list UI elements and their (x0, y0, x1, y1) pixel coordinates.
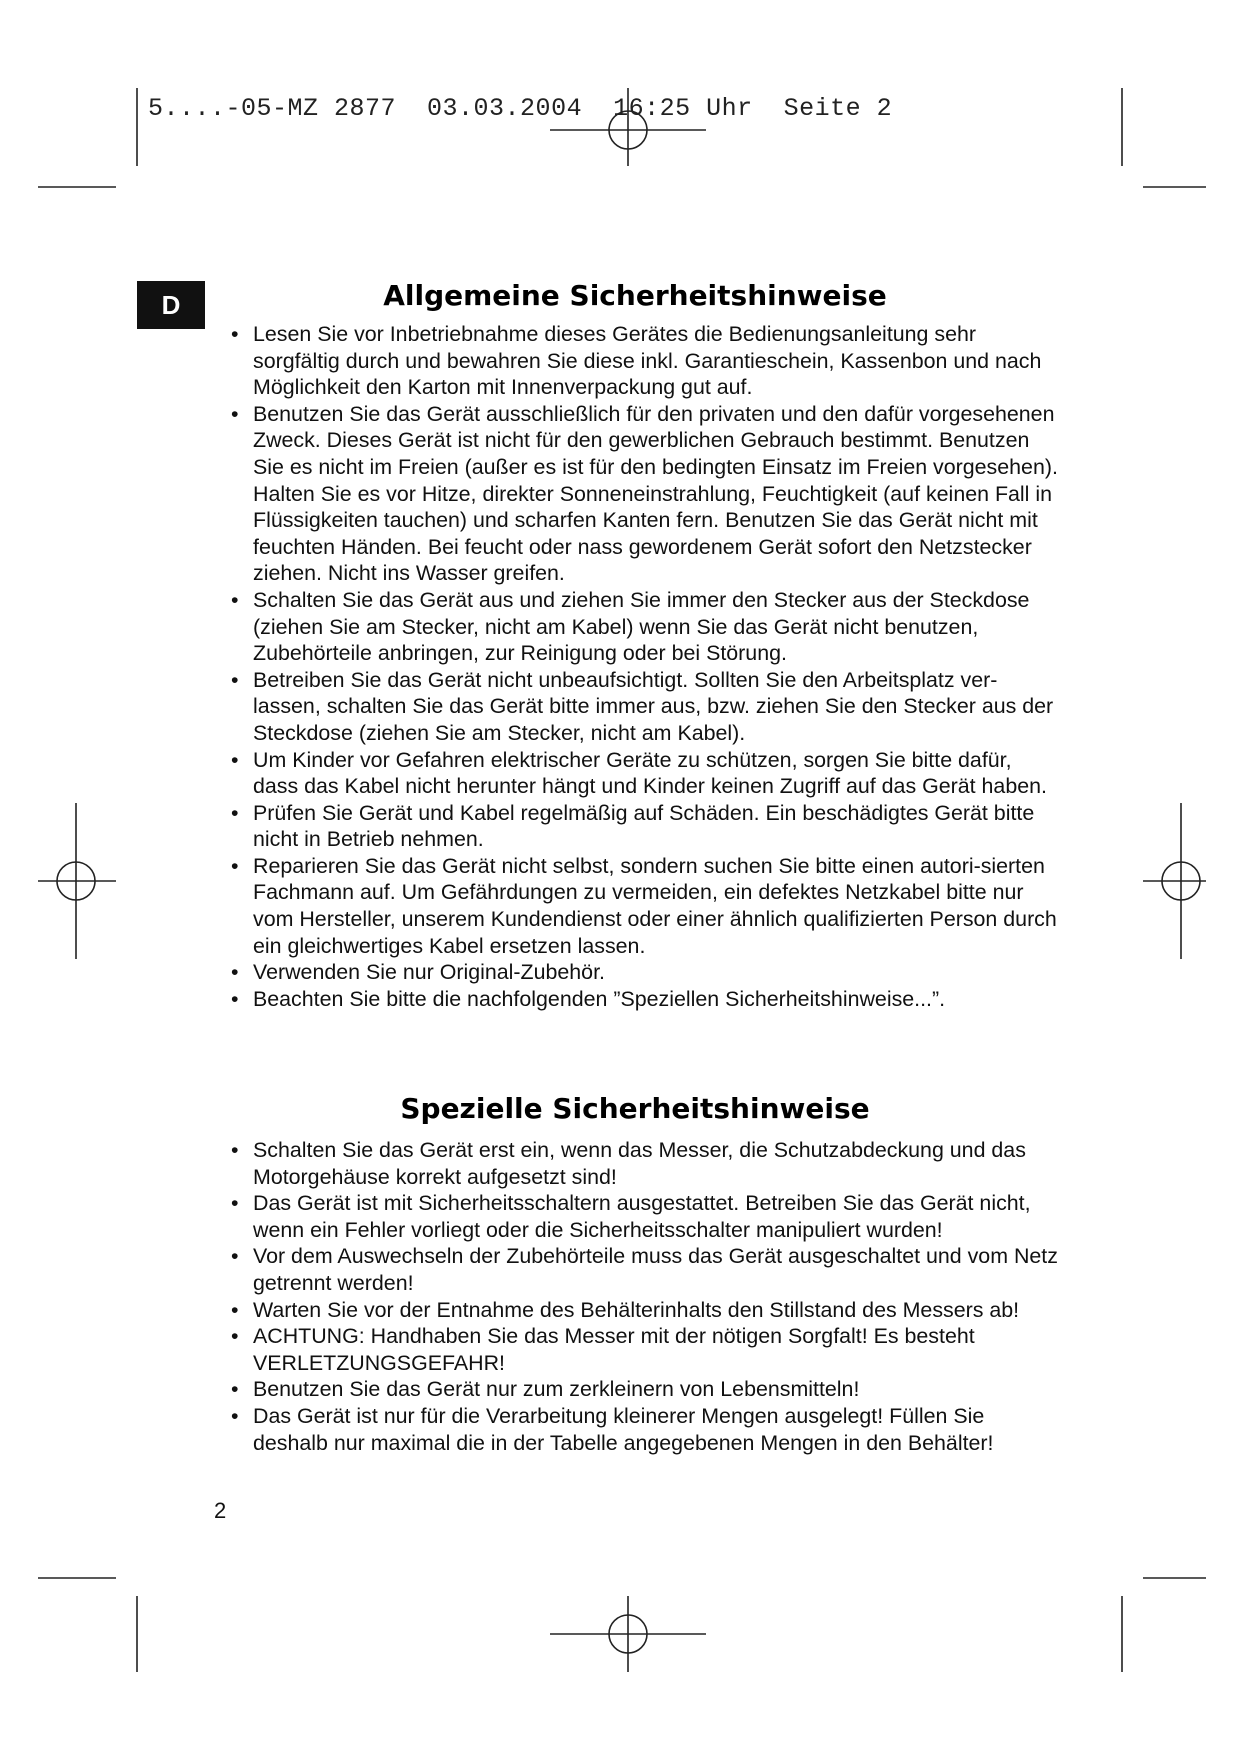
list-item: • Warten Sie vor der Entnahme des Behälterinhalts den Stillstand des Messers ab! (231, 1297, 1020, 1322)
list-item: • Lesen Sie vor Inbetriebnahme dieses Gerätes die Bedienungsanleitung sehr sorgfältig durch und bewahren Sie diese inkl. Garantieschein, Kassenbon und nach Möglichkeit den Karton mit Innenverpackung gut auf. (231, 322, 1042, 400)
list-item: • Schalten Sie das Gerät erst ein, wenn das Messer, die Schutzabdeckung und das Motorgehäuse korrekt aufgesetzt sind! (231, 1138, 1026, 1189)
registration-mark-top (550, 88, 706, 166)
list-item: • Betreiben Sie das Gerät nicht unbeaufsichtigt. Sollten Sie den Arbeitsplatz ver-lassen, schalten Sie das Gerät bitte immer aus, bzw. ziehen Sie den Stecker aus der Steckdose (ziehen Sie am Stecker, nicht am Kabel). (231, 667, 1054, 745)
bullet: • (231, 1244, 239, 1269)
bullet: • (231, 1403, 239, 1428)
general-safety-section (210, 279, 1060, 1012)
list-item: • Schalten Sie das Gerät aus und ziehen Sie immer den Stecker aus der Steckdose (ziehen Sie am Stecker, nicht am Kabel) wenn Sie das Gerät nicht benutzen, Zubehörteile anbringen, zur Reinigung oder bei Störung. (231, 587, 1030, 666)
bullet: • (231, 1191, 239, 1216)
list-item: • Um Kinder vor Gefahren elektrischer Geräte zu schützen, sorgen Sie bitte dafür, dass das Kabel nicht herunter hängt und Kinder keinen Zugriff auf das Gerät haben. (231, 747, 1047, 799)
registration-mark-bottom (550, 1596, 706, 1672)
language-tab: D (137, 281, 205, 329)
general-safety-list (210, 321, 1060, 1012)
list-item: • Reparieren Sie das Gerät nicht selbst, sondern suchen Sie bitte einen autori-sierten Fachmann auf. Um Gefährdungen zu vermeiden, ein defektes Netzkabel bitte nur vom Hersteller, unserem Kundendienst oder einer ähnlich qualifizierten Person durch ein gleichwertiges Kabel ersetzen lassen. (231, 853, 1057, 958)
bullet: • (231, 800, 239, 825)
bullet: • (231, 747, 239, 772)
special-safety-title: Spezielle Sicherheitshinweise (400, 1092, 870, 1125)
list-item: • Prüfen Sie Gerät und Kabel regelmäßig auf Schäden. Ein beschädigtes Gerät bitte nicht in Betrieb nehmen. (231, 800, 1035, 852)
bullet: • (231, 986, 239, 1011)
page-number: 2 (214, 1498, 227, 1523)
registration-mark-right (1143, 803, 1206, 959)
bullet: • (231, 1377, 239, 1402)
bullet: • (231, 667, 239, 692)
special-safety-list (210, 1137, 1060, 1456)
bullet: • (231, 960, 239, 985)
list-item: • Vor dem Auswechseln der Zubehörteile muss das Gerät ausgeschaltet und vom Netz getrennt werden! (231, 1244, 1058, 1295)
list-item: • Das Gerät ist nur für die Verarbeitung kleinerer Mengen ausgelegt! Füllen Sie deshalb nur maximal die in der Tabelle angegebenen Mengen in den Behälter! (231, 1403, 994, 1455)
bullet: • (231, 853, 239, 878)
list-item: • ACHTUNG: Handhaben Sie das Messer mit der nötigen Sorgfalt! Es besteht VERLETZUNGSGEFAHR! (231, 1324, 975, 1375)
bullet: • (231, 587, 239, 612)
bullet: • (231, 1324, 239, 1349)
list-item: • Benutzen Sie das Gerät ausschließlich für den privaten und den dafür vorgesehenen Zweck. Dieses Gerät ist nicht für den gewerblichen Gebrauch bestimmt. Benutzen Sie es nicht im Freien (außer es ist für den bedingten Einsatz im Freien vorgesehen). Halten Sie es vor Hitze, direkter Sonneneinstrahlung, Feuchtigkeit (auf keinen Fall in Flüssigkeiten tauchen) und scharfen Kanten fern. Benutzen Sie das Gerät nicht mit feuchten Händen. Bei feucht oder nass gewordenem Gerät sofort den Netzstecker ziehen. Nicht ins Wasser greifen. (231, 401, 1058, 586)
bullet: • (231, 401, 239, 426)
print-slug: 5....-05-MZ 2877 03.03.2004 16:25 Uhr Seite 2 (148, 94, 893, 123)
bullet: • (231, 1297, 239, 1322)
list-item: • Beachten Sie bitte die nachfolgenden ”Speziellen Sicherheitshinweise...”. (231, 986, 946, 1011)
special-safety-section (210, 1092, 1060, 1456)
general-safety-title: Allgemeine Sicherheitshinweise (383, 279, 887, 312)
list-item: • Verwenden Sie nur Original-Zubehör. (231, 960, 605, 985)
bullet: • (231, 322, 239, 346)
registration-mark-left (38, 803, 116, 959)
list-item: • Benutzen Sie das Gerät nur zum zerkleinern von Lebensmitteln! (231, 1377, 860, 1402)
list-item: • Das Gerät ist mit Sicherheitsschaltern ausgestattet. Betreiben Sie das Gerät nicht, wenn ein Fehler vorliegt oder die Sicherheitsschalter manipuliert wurden! (231, 1191, 1031, 1242)
bullet: • (231, 1138, 239, 1162)
